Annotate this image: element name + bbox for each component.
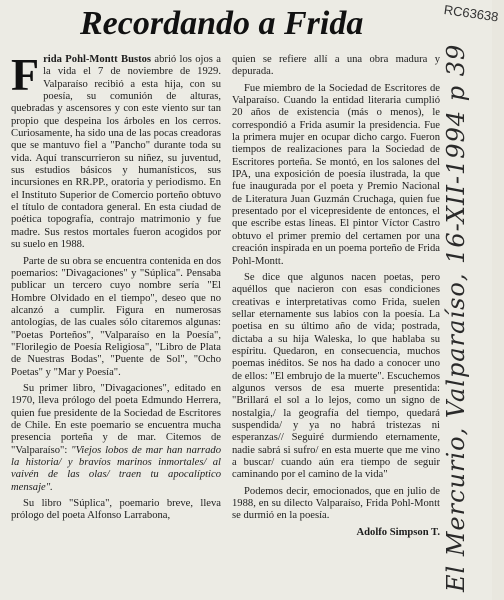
- article-column-2: [232, 54, 440, 539]
- article-title: Recordando a Frida: [80, 5, 364, 42]
- paragraph-intro-text: abrió los ojos a la vida el 7 de noviembre de 1929. Valparaíso recibió a esta hija, con su poesía, su comunión de alturas, quebradas y ascensores y con este viento sur tan propio que despeina los árboles en los cerros. Curiosamente, ha sido una de las pocas creadoras que se mantuvo fiel a "Pancho" durante toda su vida. Aquí transcurrieron su niñez, su juventud, sus estudios básicos y humanísticos, sus incursiones en RR.PP., oratoria y periodismo. En el Instituto Superior de Comercio porteño obtuvo el título de contadora general. En esta ciudad de poética topografía, contrajo matrimonio y fue madre. Sus restos mortales fueron acogidos por su suelo en 1988.: [11, 54, 221, 251]
- article-column-1: [11, 49, 222, 527]
- lead-name: rida Pohl-Montt Bustos: [43, 54, 152, 65]
- paragraph-continuation: quien se refiere allí a una obra madura y depurada.: [232, 54, 440, 78]
- paragraph-first-book-text: Su primer libro, "Divagaciones", editado en 1970, lleva prólogo del poeta Edmundo Herrera, quien fue presidente de la Sociedad de Escritores de Chile. En este poemario se encuentra mucha presencia porteña y de mar. Citemos de "Valparaíso":: [11, 382, 221, 456]
- quote-valparaiso: "Viejos lobos de mar han narrado la historia/ y bravíos marinos inmortales/ al vaivén de las olas/ traen tu apocalíptico mensaje".: [11, 444, 222, 493]
- paragraph-first-book: [11, 383, 221, 494]
- paragraph-unpublished: Se dice que algunos nacen poetas, pero aquéllos que nacieron con esas condiciones creativas e interpretativas como Frida, suelen sellar eternamente sus labios con la poesía. La poetisa en su último año de vida; postrada, dictaba a su hija Waleska, lo que hablaba su espíritu. Quedaron, en consecuencia, muchos poemas inéditos. Se nos ha dado a conocer uno de ellos: "El embrujo de la muerte". Escuchemos algunos versos de esa muerte presentida: "Brillará el sol a lo lejos, como un signo de nostalgia,/ la geografía del tiempo, quedará suspendida/ y ya no habrá tristezas ni esperanzas// Seguiré durmiendo eternamente, nadie sabrá si sufro/ en esta muerte que me vino a buscar/ cuando aún era tiempo de seguir caminando por el camino de la vida": [232, 271, 440, 481]
- archive-stamp-code: RC63638: [442, 2, 500, 25]
- paragraph-closing: Podemos decir, emocionados, que en julio de 1988, en su dilecto Valparaíso, Frida Pohl-Montt se durmió en la poesía.: [232, 485, 440, 522]
- paragraph-suplica: Su libro "Súplica", poemario breve, lleva prólogo del poeta Alfonso Larrabona,: [11, 498, 221, 522]
- paragraph-society: Fue miembro de la Sociedad de Escritores de Valparaíso. Cuando la entidad literaria cumplió 20 años de existencia (más o menos), le correspondió a Frida asumir la presidencia. Fue la primera mujer en ocupar dicho cargo. Fueron tiempos de realizaciones para la Sociedad de Escritores porteña. Se montó, en los salones del IPA, una exposición de poesía ilustrada, la que fue inaugurada por el poeta y Premio Nacional de Literatura Juan Guzmán Cruchaga, quien fue presentado por el vicepresidente de entonces, el que escribe estas líneas. El pintor Víctor Castro obtuvo el primer premio del certamen por una creación inspirada en un poema porteño de Frida Pohl-Montt.: [232, 82, 440, 267]
- drop-cap: F: [11, 49, 40, 100]
- paragraph-intro: [11, 49, 221, 252]
- author-byline: Adolfo Simpson T.: [356, 526, 440, 538]
- handwritten-source-note: El Mercurio, Valparaíso, 16-XII-1994 p 39: [442, 43, 470, 592]
- paragraph-works: Parte de su obra se encuentra contenida en dos poemarios: "Divagaciones" y "Súplica". Pensaba publicar un tercero cuyo nombre sería "El Hombre Olvidado en el tiempo", deseo que no alcanzó a cumplir. Figura en numerosas antologías, de las cuales sólo citaremos algunas: "Poetas Porteños", "Valparaíso en la Poesía", "Florilegio de Poesía Religiosa", "Libro de Plata de Nuestras Bodas", "Puente de Sol", "Ocho Poetas" y "Mar y Poesía".: [11, 255, 221, 378]
